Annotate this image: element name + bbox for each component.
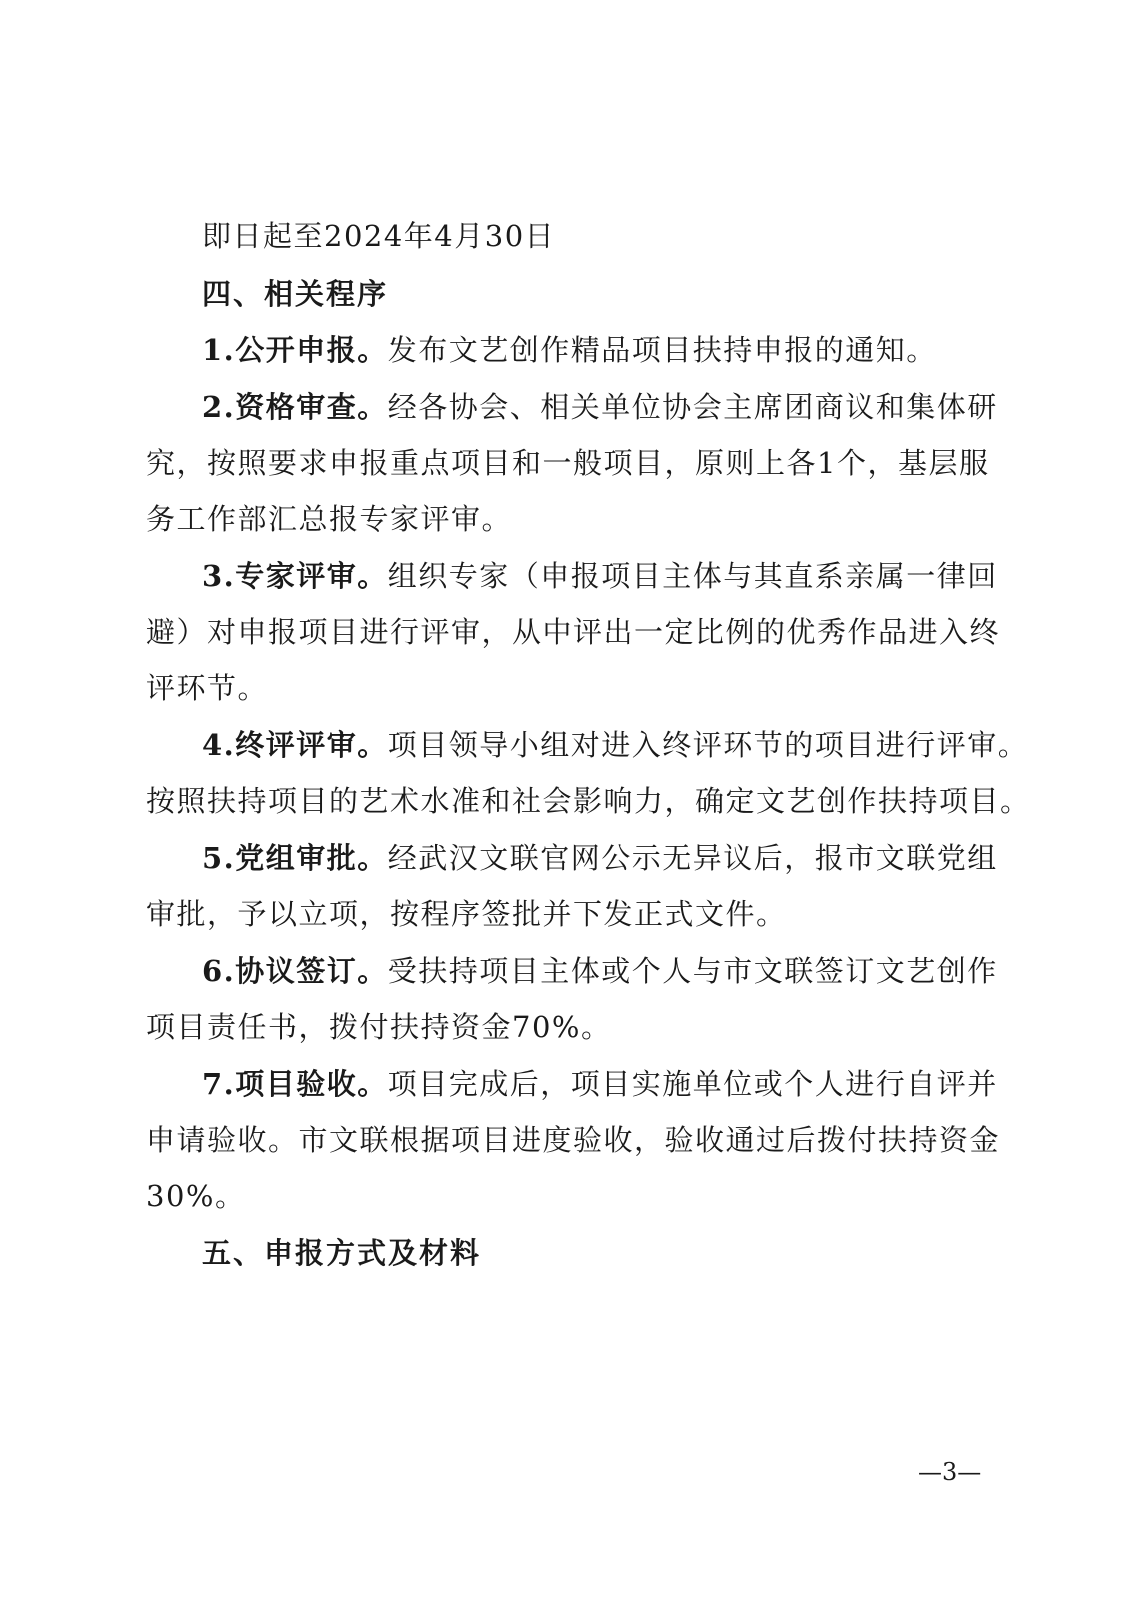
procedure-item-4-line-2: 按照扶持项目的艺术水准和社会影响力，确定文艺创作扶持项目。 (146, 784, 1031, 818)
section-heading-application: 五、申报方式及材料 (202, 1236, 482, 1270)
procedure-item-title: 2.资格审查。 (202, 390, 388, 424)
procedure-item-text: 项目完成后，项目实施单位或个人进行自评并 (387, 1067, 998, 1101)
procedure-item-2-line-2: 究，按照要求申报重点项目和一般项目，原则上各1个，基层服 (146, 446, 990, 480)
procedure-item-5-line-2: 审批，予以立项，按程序签批并下发正式文件。 (146, 897, 787, 931)
procedure-item-title: 3.专家评审。 (202, 559, 388, 593)
procedure-item-title: 7.项目验收。 (202, 1067, 388, 1101)
procedure-item-title: 1.公开申报。 (202, 333, 388, 367)
date-line: 即日起至2024年4月30日 (202, 219, 556, 253)
procedure-item-1 (202, 330, 937, 370)
procedure-item-2-line-3: 务工作部汇总报专家评审。 (146, 502, 513, 536)
procedure-item-text: 组织专家（申报项目主体与其直系亲属一律回 (387, 559, 998, 593)
procedure-item-2 (202, 387, 998, 427)
procedure-item-title: 6.协议签订。 (202, 954, 388, 988)
procedure-item-title: 5.党组审批。 (202, 841, 388, 875)
procedure-item-6 (202, 951, 998, 991)
procedure-item-3-line-2: 避）对申报项目进行评审，从中评出一定比例的优秀作品进入终 (146, 615, 1001, 649)
procedure-item-6-line-2: 项目责任书，拨付扶持资金70%。 (146, 1010, 612, 1044)
procedure-item-text: 经各协会、相关单位协会主席团商议和集体研 (387, 390, 998, 424)
procedure-item-text: 受扶持项目主体或个人与市文联签订文艺创作 (387, 954, 998, 988)
procedure-item-7 (202, 1064, 998, 1104)
section-heading-procedures: 四、相关程序 (202, 277, 389, 311)
procedure-item-title: 4.终评评审。 (202, 728, 388, 762)
procedure-item-text: 经武汉文联官网公示无异议后，报市文联党组 (387, 841, 998, 875)
procedure-item-7-line-3: 30%。 (146, 1179, 246, 1213)
procedure-item-5 (202, 838, 998, 878)
procedure-item-text: 项目领导小组对进入终评环节的项目进行评审。 (387, 728, 1029, 762)
procedure-item-4 (202, 725, 1028, 765)
page-number: —3— (918, 1458, 982, 1486)
procedure-item-3-line-3: 评环节。 (146, 671, 269, 705)
procedure-item-3 (202, 556, 998, 596)
procedure-item-text: 发布文艺创作精品项目扶持申报的通知。 (387, 333, 937, 367)
procedure-item-7-line-2: 申请验收。市文联根据项目进度验收，验收通过后拨付扶持资金 (146, 1123, 1001, 1157)
